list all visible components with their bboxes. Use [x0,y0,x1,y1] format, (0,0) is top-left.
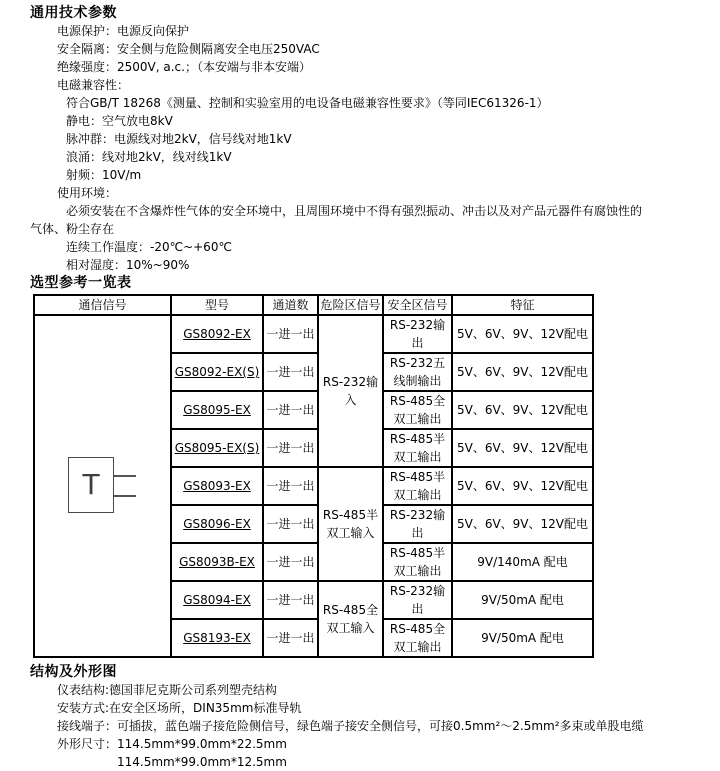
model-cell [171,619,263,657]
selection-table [33,294,594,658]
col-header-comm-signal: 通信信号 [34,295,171,315]
feature-cell: 9V/50mA 配电 [452,581,593,619]
feature-cell: 9V/50mA 配电 [452,619,593,657]
table-row [34,315,593,353]
safe-signal-cell: RS-485全双工输出 [383,619,452,657]
safe-signal-cell: RS-232输出 [383,581,452,619]
safe-signal-cell: RS-232输出 [383,505,452,543]
spec-line-environment: 使用环境： [57,186,118,200]
spec-line-env-requirement: 必须安装在不含爆炸性气体的安全环境中，且周围环境中不得有强烈振动、冲击以及对产品元器件有腐蚀性的 [66,204,643,218]
model-cell [171,391,263,429]
spec-line-dimensions-2: 114.5mm*99.0mm*12.5mm [117,755,287,769]
spec-line-emc: 电磁兼容性： [57,78,130,92]
model-link[interactable]: GS8095-EX [183,403,251,417]
lead-line-bottom [114,495,136,497]
spec-line-mounting: 安装方式:在安全区场所，DIN35mm标准导轨 [57,701,302,715]
channels-cell: 一进一出 [263,543,318,581]
model-cell [171,505,263,543]
col-header-danger-signal: 危险区信号 [318,295,383,315]
section-heading-general: 通用技术参数 [30,5,117,21]
model-link[interactable]: GS8095-EX(S) [174,441,260,455]
section-heading-selection: 选型参考一览表 [30,275,132,291]
col-header-model: 型号 [171,295,263,315]
isolator-symbol [68,457,138,515]
model-link[interactable]: GS8092-EX(S) [174,365,260,379]
channels-cell: 一进一出 [263,315,318,353]
model-link[interactable]: GS8094-EX [183,593,251,607]
spec-line-esd: 静电：空气放电8kV [66,114,173,128]
t-box-icon: T [68,457,114,513]
feature-cell: 5V、6V、9V、12V配电 [452,429,593,467]
model-cell [171,353,263,391]
col-header-channels: 通道数 [263,295,318,315]
feature-cell: 5V、6V、9V、12V配电 [452,353,593,391]
feature-cell: 5V、6V、9V、12V配电 [452,467,593,505]
model-cell [171,315,263,353]
lead-line-top [114,475,136,477]
model-link[interactable]: GS8093-EX [183,479,251,493]
spec-line-emc-standard: 符合GB/T 18268《测量、控制和实验室用的电设备电磁兼容性要求》（等同IEC61326-1） [66,96,549,110]
spec-line-terminals: 接线端子：可插拔，蓝色端子接危险侧信号，绿色端子接安全侧信号，可接0.5mm²～2.5mm²多束或单股电缆 [57,719,644,733]
spec-line-rf: 射频：10V/m [66,168,142,182]
safe-signal-cell: RS-232五线制输出 [383,353,452,391]
danger-signal-cell: RS-485全双工输入 [318,581,383,657]
safe-signal-cell: RS-485全双工输出 [383,391,452,429]
spec-line-insulation: 绝缘强度：2500V, a.c.；（本安端与非本安端） [57,60,311,74]
channels-cell: 一进一出 [263,619,318,657]
section-heading-structure: 结构及外形图 [30,664,117,680]
channels-cell: 一进一出 [263,391,318,429]
spec-line-safety-isolation: 安全隔离：安全侧与危险侧隔离安全电压250VAC [57,42,320,56]
channels-cell: 一进一出 [263,429,318,467]
feature-cell: 5V、6V、9V、12V配电 [452,391,593,429]
spec-line-humidity: 相对湿度：10%~90% [66,258,190,272]
model-cell [171,581,263,619]
safe-signal-cell: RS-485半双工输出 [383,429,452,467]
channels-cell: 一进一出 [263,353,318,391]
model-link[interactable]: GS8096-EX [183,517,251,531]
col-header-safe-signal: 安全区信号 [383,295,452,315]
model-cell [171,429,263,467]
channels-cell: 一进一出 [263,581,318,619]
channels-cell: 一进一出 [263,467,318,505]
spec-line-dimensions-1: 外形尺寸：114.5mm*99.0mm*22.5mm [57,737,287,751]
safe-signal-cell: RS-232输出 [383,315,452,353]
safe-signal-cell: RS-485半双工输出 [383,543,452,581]
danger-signal-cell: RS-232输入 [318,315,383,467]
model-cell [171,467,263,505]
safe-signal-cell: RS-485半双工输出 [383,467,452,505]
feature-cell: 9V/140mA 配电 [452,543,593,581]
comm-signal-diagram-cell [34,315,171,657]
feature-cell: 5V、6V、9V、12V配电 [452,315,593,353]
col-header-feature: 特征 [452,295,593,315]
spec-line-temperature: 连续工作温度：-20℃~+60℃ [66,240,232,254]
feature-cell: 5V、6V、9V、12V配电 [452,505,593,543]
spec-line-env-requirement-wrap: 气体、粉尘存在 [30,222,115,236]
model-link[interactable]: GS8193-EX [183,631,251,645]
spec-line-power-protection: 电源保护：电源反向保护 [57,24,190,38]
spec-line-instrument-structure: 仪表结构:德国菲尼克斯公司系列塑壳结构 [57,683,278,697]
spec-line-surge: 浪涌：线对地2kV，线对线1kV [66,150,232,164]
danger-signal-cell: RS-485半双工输入 [318,467,383,581]
model-link[interactable]: GS8093B-EX [179,555,255,569]
model-cell [171,543,263,581]
model-link[interactable]: GS8092-EX [183,327,251,341]
table-header-row [34,295,593,315]
spec-line-burst: 脉冲群：电源线对地2kV，信号线对地1kV [66,132,292,146]
channels-cell: 一进一出 [263,505,318,543]
